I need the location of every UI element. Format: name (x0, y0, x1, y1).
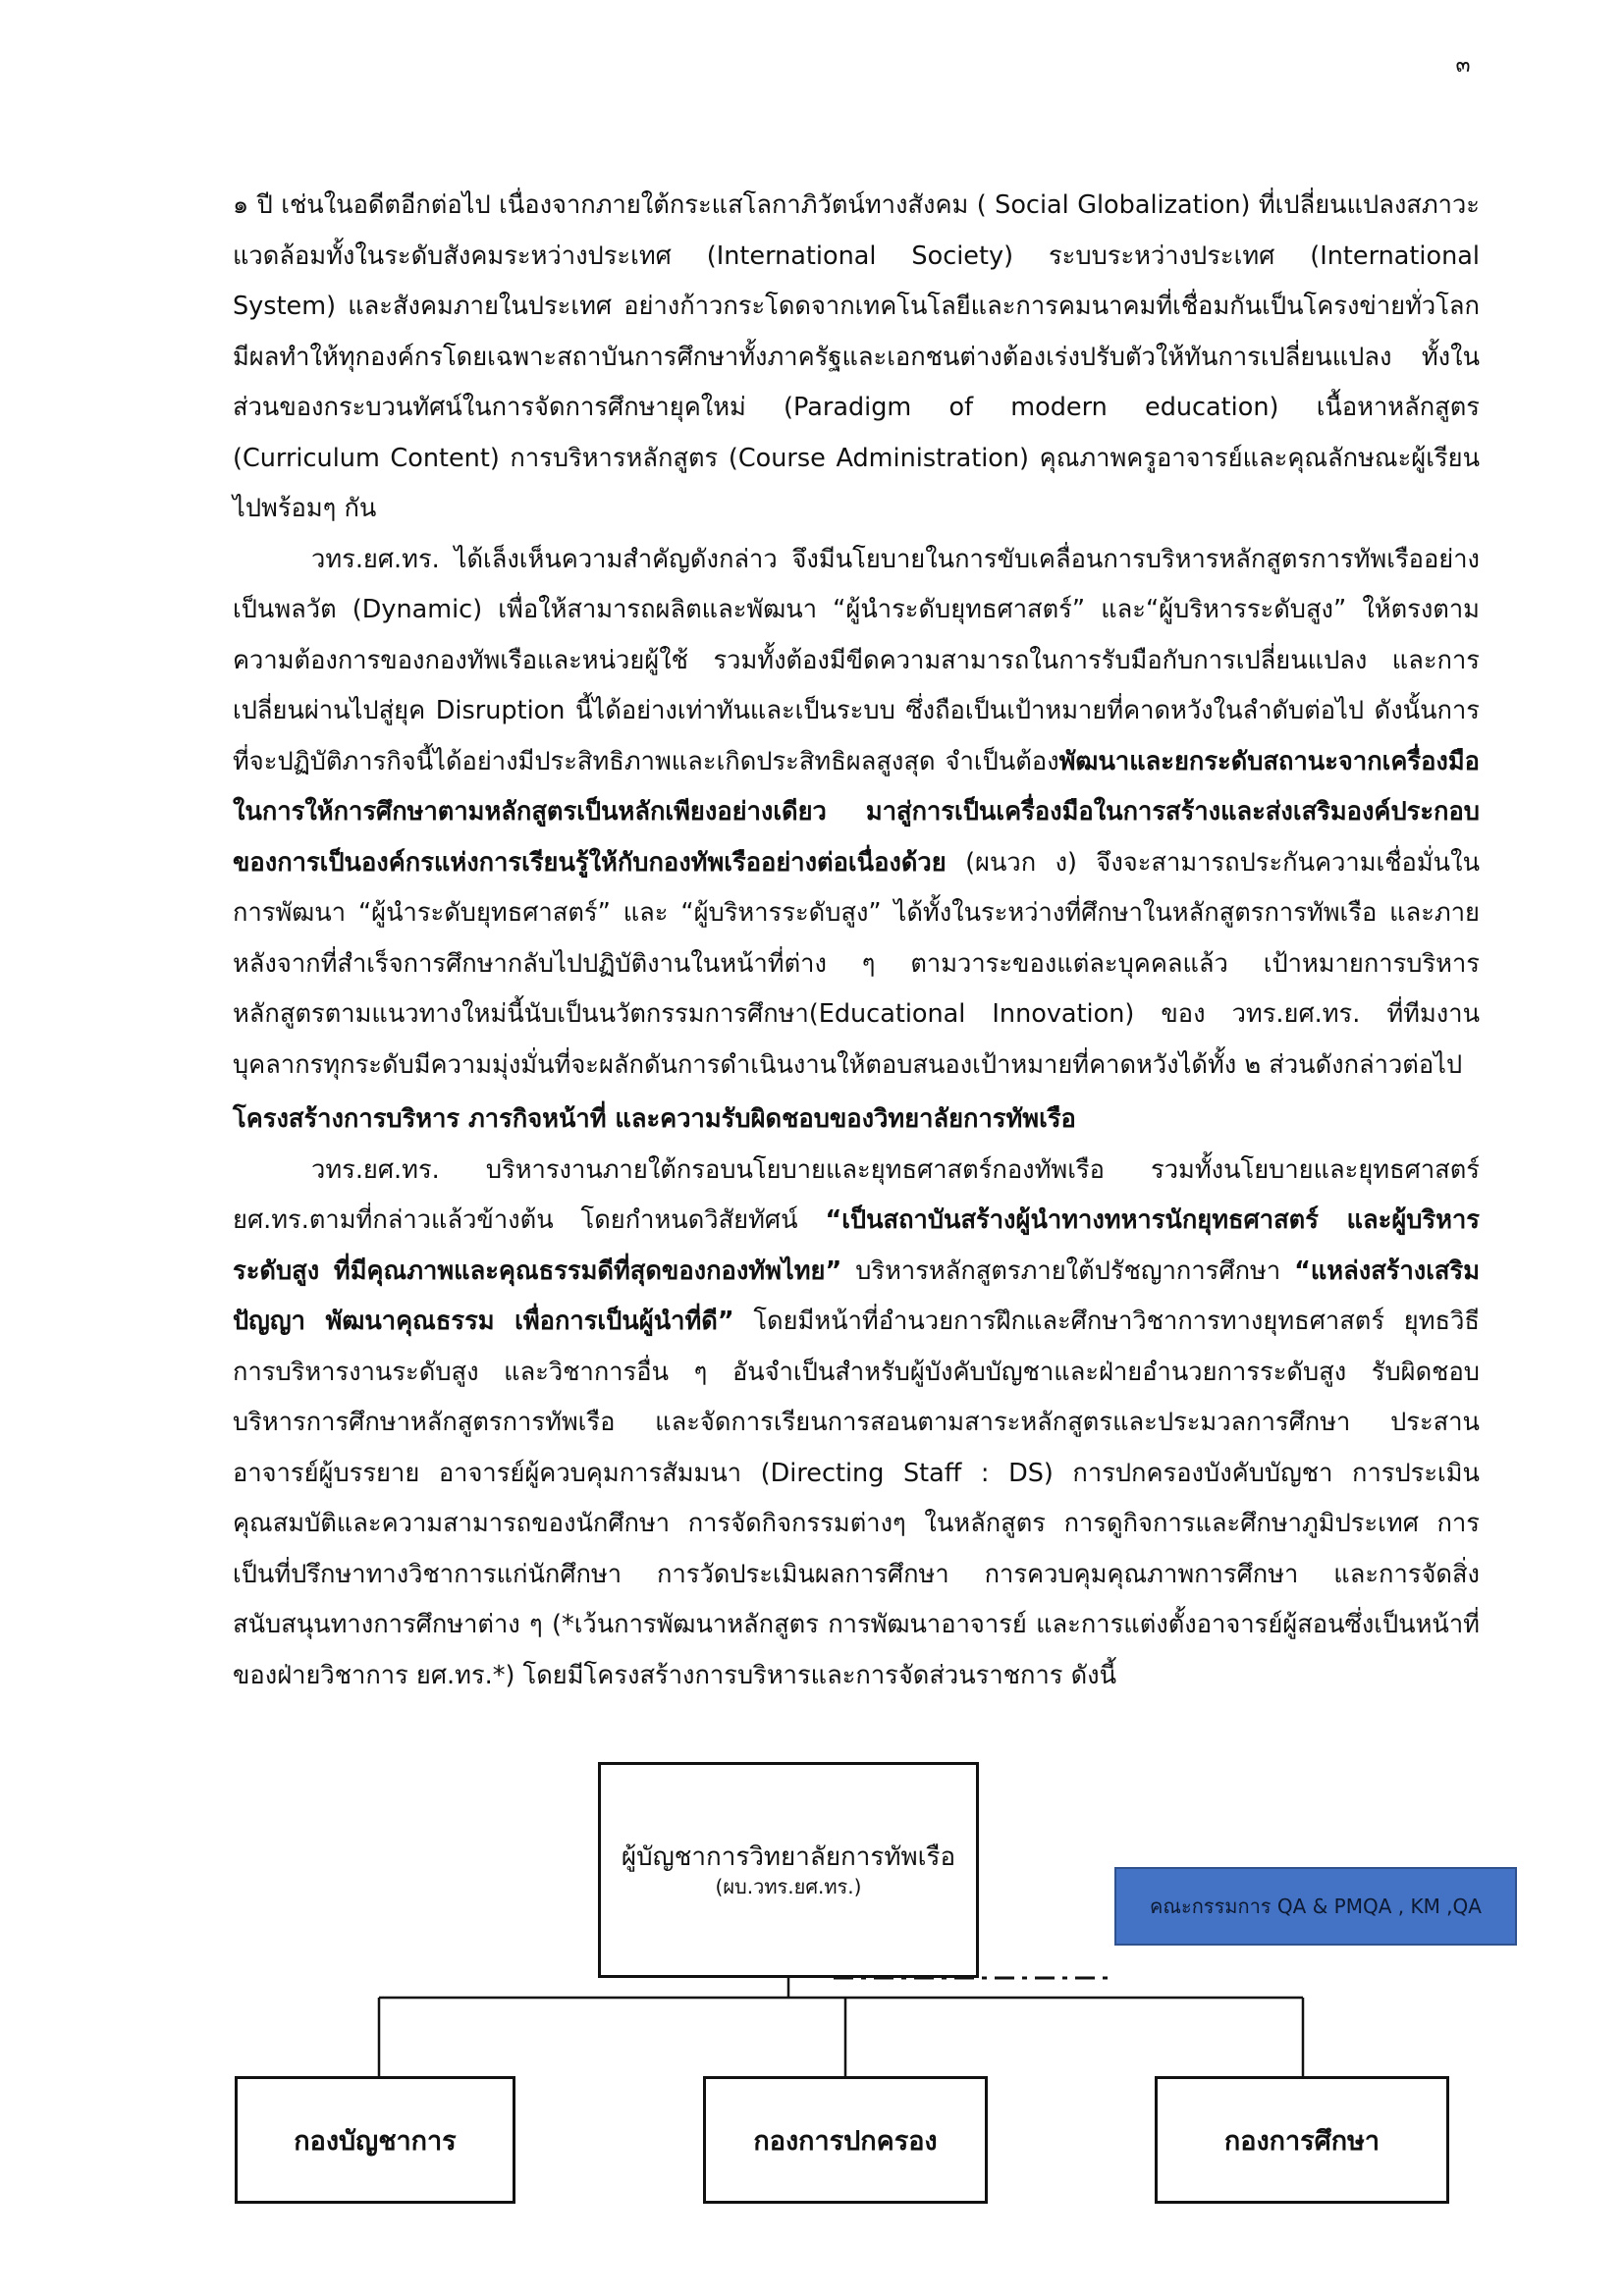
paragraph-dynamic-policy (233, 535, 1480, 1092)
division-label: กองการศึกษา (1223, 2125, 1380, 2157)
committee-box (1114, 1867, 1517, 1946)
paragraph-text: บริหารหลักสูตรภายใต้ปรัชญาการศึกษา (841, 1255, 1295, 1286)
division-administration-box (703, 2076, 988, 2204)
paragraph-globalization: ๑ ปี เช่นในอดีตอีกต่อไป เนื่องจากภายใต้กระแสโลกาภิวัตน์ทางสังคม ( Social Globalization) ที่เปลี่ยนแปลงสภาวะแวดล้อมทั้งในระดับสังคมระหว่างประเทศ (International Society) ระบบระหว่างประเทศ (International System) และสังคมภายในประเทศ อย่างก้าวกระโดดจากเทคโนโลยีและการคมนาคมที่เชื่อมกันเป็นโครงข่ายทั่วโลกมีผลทำให้ทุกองค์กรโดยเฉพาะสถาบันการศึกษาทั้งภาครัฐและเอกชนต่างต้องเร่งปรับตัวให้ทันการเปลี่ยนแปลง ทั้งในส่วนของกระบวนทัศน์ในการจัดการศึกษายุคใหม่ (Paradigm of modern education) เนื้อหาหลักสูตร (Curriculum Content) การบริหารหลักสูตร (Course Administration) คุณภาพครูอาจารย์และคุณลักษณะผู้เรียนไปพร้อมๆ กัน (233, 190, 1480, 523)
paragraph-vision (233, 1146, 1480, 1702)
org-chart (233, 1762, 1588, 2214)
document-body (233, 181, 1480, 1701)
section-heading: โครงสร้างการบริหาร ภารกิจหน้าที่ และความรับผิดชอบของวิทยาลัยการทัพเรือ (233, 1104, 1076, 1134)
division-label: กองการปกครอง (753, 2125, 938, 2157)
committee-label: คณะกรรมการ QA & PMQA , KM ,QA (1150, 1895, 1482, 1918)
paragraph-text: วทร.ยศ.ทร. ได้เล็งเห็นความสำคัญดังกล่าว จึงมีนโยบายในการขับเคลื่อนการบริหารหลักสูตรการทัพเรืออย่างเป็นพลวัต (Dynamic) เพื่อให้สามารถผลิตและพัฒนา “ผู้นำระดับยุทธศาสตร์” และ“ผู้บริหารระดับสูง” ให้ตรงตามความต้องการของกองทัพเรือและหน่วยผู้ใช้ รวมทั้งต้องมีขีดความสามารถในการรับมือกับการเปลี่ยนแปลง และการเปลี่ยนผ่านไปสู่ยุค Disruption นี้ได้อย่างเท่าทันและเป็นระบบ ซึ่งถือเป็นเป้าหมายที่คาดหวังในลำดับต่อไป ดังนั้นการที่จะปฏิบัติภารกิจนี้ได้อย่างมีประสิทธิภาพและเกิดประสิทธิผลสูงสุด จำเป็นต้อง (233, 544, 1480, 776)
commander-title: ผู้บัญชาการวิทยาลัยการทัพเรือ (621, 1842, 956, 1872)
division-label: กองบัญชาการ (294, 2125, 457, 2157)
page-number: ๓ (1455, 53, 1471, 78)
paragraph-text: โดยมีหน้าที่อำนวยการฝึกและศึกษาวิชาการทางยุทธศาสตร์ ยุทธวิธี การบริหารงานระดับสูง และวิชาการอื่น ๆ อันจำเป็นสำหรับผู้บังคับบัญชาและฝ่ายอำนวยการระดับสูง รับผิดชอบบริหารการศึกษาหลักสูตรการทัพเรือ และจัดการเรียนการสอนตามสาระหลักสูตรและประมวลการศึกษา ประสานอาจารย์ผู้บรรยาย อาจารย์ผู้ควบคุมการสัมมนา (Directing Staff : DS) การปกครองบังคับบัญชา การประเมินคุณสมบัติและความสามารถของนักศึกษา การจัดกิจกรรมต่างๆ ในหลักสูตร การดูกิจการและศึกษาภูมิประเทศ การเป็นที่ปรึกษาทางวิชาการแก่นักศึกษา การวัดประเมินผลการศึกษา การควบคุมคุณภาพการศึกษา และการจัดสิ่งสนับสนุนทางการศึกษาต่าง ๆ (*เว้นการพัฒนาหลักสูตร การพัฒนาอาจารย์ และการแต่งตั้งอาจารย์ผู้สอนซึ่งเป็นหน้าที่ของฝ่ายวิชาการ ยศ.ทร.*) โดยมีโครงสร้างการบริหารและการจัดส่วนราชการ ดังนี้ (233, 1307, 1480, 1690)
emphasis-learning-organization: พัฒนาและยกระดับสถานะจากเครื่องมือในการให้การศึกษาตามหลักสูตรเป็นหลักเพียงอย่างเดียว มาสู่การเป็นเครื่องมือในการสร้างและส่งเสริมองค์ประกอบของการเป็นองค์กรแห่งการเรียนรู้ให้กับกองทัพเรืออย่างต่อเนื่องด้วย (233, 746, 1480, 878)
commander-abbreviation: (ผบ.วทร.ยศ.ทร.) (715, 1875, 862, 1898)
emphasis-vision: “เป็นสถาบันสร้างผู้นำทางทหารนักยุทธศาสตร์ และผู้บริหารระดับสูง ที่มีคุณภาพและคุณธรรมดีที่สุดของกองทัพไทย” (233, 1205, 1480, 1286)
emphasis-philosophy: “แหล่งสร้างเสริมปัญญา พัฒนาคุณธรรม เพื่อการเป็นผู้นำที่ดี” (233, 1255, 1481, 1336)
paragraph-text: วทร.ยศ.ทร. บริหารงานภายใต้กรอบนโยบายและยุทธศาสตร์กองทัพเรือ รวมทั้งนโยบายและยุทธศาสตร์ ยศ.ทร.ตามที่กล่าวแล้วข้างต้น โดยกำหนดวิสัยทัศน์ (233, 1154, 1480, 1235)
division-education-box (1155, 2076, 1449, 2204)
division-headquarters-box (235, 2076, 515, 2204)
paragraph-text: (ผนวก ง) จึงจะสามารถประกันความเชื่อมั่นในการพัฒนา “ผู้นำระดับยุทธศาสตร์” และ “ผู้บริหารระดับสูง” ได้ทั้งในระหว่างที่ศึกษาในหลักสูตรการทัพเรือ และภายหลังจากที่สำเร็จการศึกษากลับไปปฏิบัติงานในหน้าที่ต่าง ๆ ตามวาระของแต่ละบุคคลแล้ว เป้าหมายการบริหารหลักสูตรตามแนวทางใหม่นี้นับเป็นนวัตกรรมการศึกษา(Educational Innovation) ของ วทร.ยศ.ทร. ที่ทีมงานบุคลากรทุกระดับมีความมุ่งมั่นที่จะผลักดันการดำเนินงานให้ตอบสนองเป้าหมายที่คาดหวังได้ทั้ง ๒ ส่วนดังกล่าวต่อไป (233, 847, 1480, 1080)
commander-box (598, 1762, 979, 1978)
